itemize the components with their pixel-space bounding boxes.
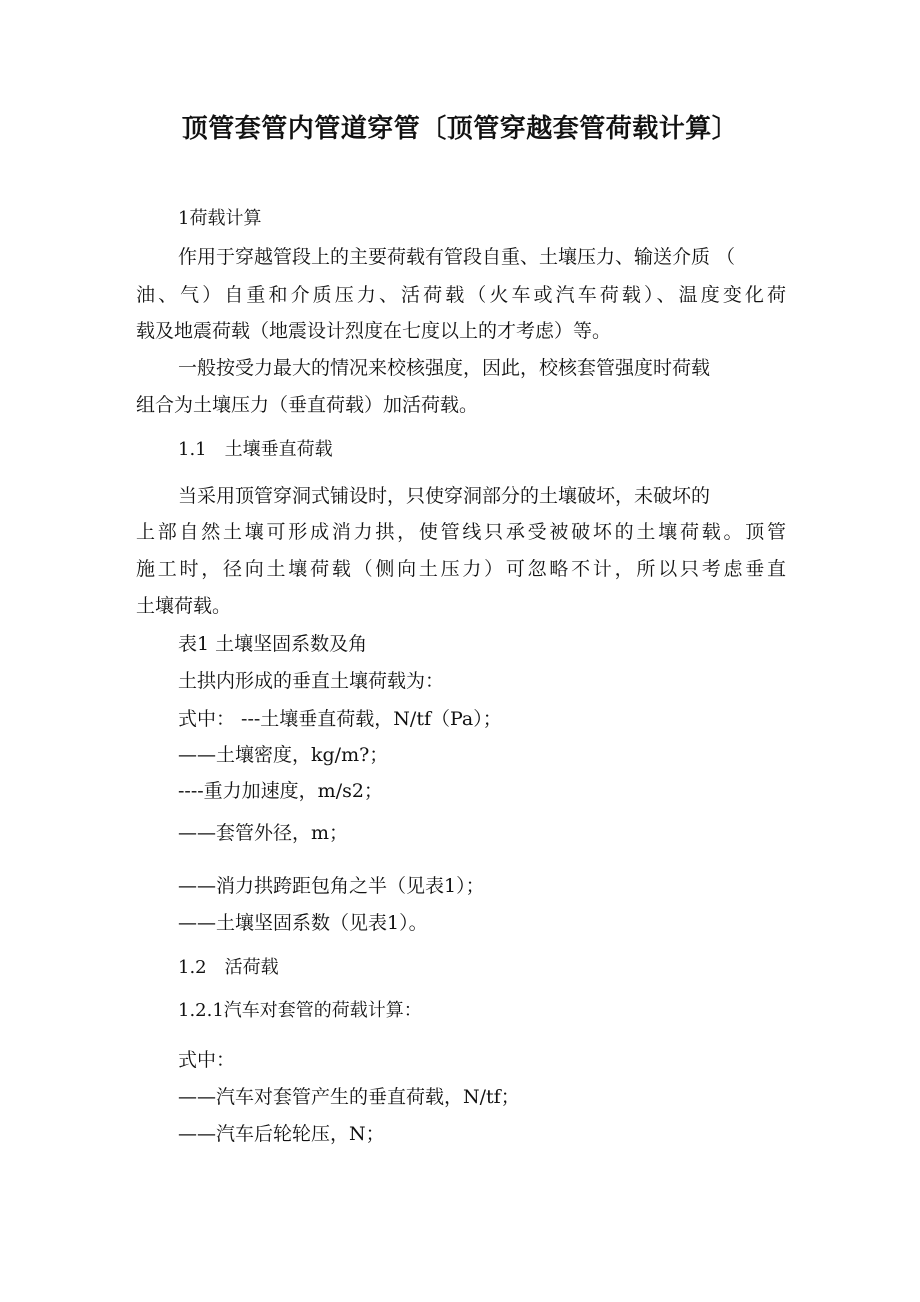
paragraph-line: 作用于穿越管段上的主要荷载有管段自重、土壤压力、输送介质 （	[178, 246, 736, 268]
section-heading-soil-vertical-load: 1.1 土壤垂直荷载	[178, 439, 333, 460]
formula-where-line: 式中： ---土壤垂直荷载，N/tf（Pa）；	[178, 708, 502, 730]
formula-where-line: ——汽车后轮轮压，N；	[178, 1123, 385, 1145]
formula-where-line: 式中：	[178, 1049, 236, 1071]
table-caption: 表1 土壤坚固系数及角	[178, 633, 368, 655]
formula-where-line: ——套管外径，m；	[178, 822, 349, 844]
formula-where-line: ——汽车对套管产生的垂直荷载，N/tf；	[178, 1086, 520, 1108]
paragraph-line: 当采用顶管穿洞式铺设时，只使穿洞部分的土壤破坏，未破坏的	[178, 485, 711, 507]
section-heading-vehicle-load: 1.2.1汽车对套管的荷载计算：	[178, 1000, 422, 1021]
paragraph-line: 一般按受力最大的情况来校核强度，因此，校核套管强度时荷载	[178, 357, 711, 379]
section-heading-live-load: 1.2 活荷载	[178, 957, 279, 978]
paragraph-line: 油、气）自重和介质压力、活荷载（火车或汽车荷载）、温度变化荷	[136, 284, 786, 306]
paragraph-line: 载及地震荷载（地震设计烈度在七度以上的才考虑）等。	[136, 320, 612, 342]
section-heading-load-calculation: 1荷载计算	[178, 208, 262, 229]
paragraph-line: 组合为土壤压力（垂直荷载）加活荷载。	[136, 394, 479, 416]
paragraph-line: 上部自然土壤可形成消力拱，使管线只承受被破坏的土壤荷载。顶管	[136, 521, 786, 543]
formula-where-line: ——土壤密度，kg/m?；	[178, 744, 389, 766]
document-title: 顶管套管内管道穿管〔顶管穿越套管荷载计算〕	[181, 114, 739, 144]
paragraph-line: 土壤荷载。	[136, 595, 232, 617]
formula-intro: 土拱内形成的垂直土壤荷载为：	[178, 670, 445, 692]
formula-where-line: ——土壤坚固系数（见表1）。	[178, 912, 428, 934]
formula-where-line: ----重力加速度，m/s2；	[178, 780, 383, 802]
formula-where-line: ——消力拱跨距包角之半（见表1）；	[178, 875, 485, 897]
paragraph-line: 施工时，径向土壤荷载（侧向土压力）可忽略不计，所以只考虑垂直	[136, 558, 786, 580]
